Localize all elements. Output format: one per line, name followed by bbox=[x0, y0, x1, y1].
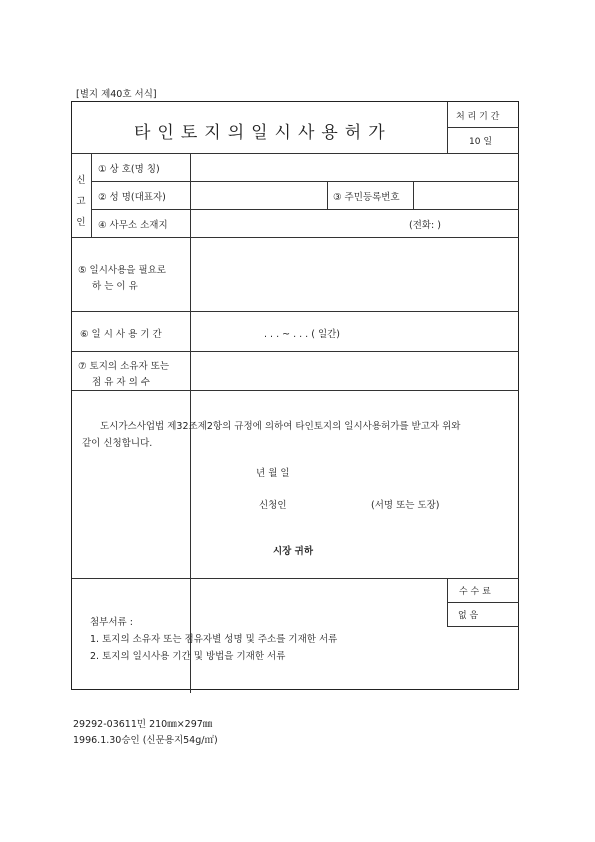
signature-label: (서명 또는 도장) bbox=[371, 500, 440, 511]
phone-label: (전화: ) bbox=[409, 220, 441, 231]
company-name-label: ① 상 호(명 칭) bbox=[98, 164, 160, 175]
owner-count-label-line2: 점 유 자 의 수 bbox=[92, 377, 150, 388]
statement-line2: 같이 신청합니다. bbox=[82, 438, 153, 449]
applicant-label: 신청인 bbox=[259, 500, 287, 511]
statement-line1: 도시가스사업법 제32조제2항의 규정에 의하여 타인토지의 일시사용허가를 받고자 위와 bbox=[100, 421, 461, 432]
form-number: [별지 제40호 서식] bbox=[76, 89, 157, 100]
addressee: 시장 귀하 bbox=[273, 546, 314, 557]
attachment-item: 1. 토지의 소유자 또는 점유자별 성명 및 주소를 기재한 서류 bbox=[90, 634, 338, 645]
application-form bbox=[71, 101, 519, 690]
office-address-label: ④ 사무소 소재지 bbox=[98, 220, 168, 231]
owner-count-label-line1: ⑦ 토지의 소유자 또는 bbox=[78, 361, 169, 372]
usage-period-value: . . . ~ . . . ( 일간) bbox=[264, 329, 341, 340]
form-title: 타인토지의일시사용허가 bbox=[134, 123, 392, 143]
fee-value: 없 음 bbox=[458, 611, 479, 621]
reason-label-line2: 하 는 이 유 bbox=[92, 281, 138, 292]
footer-approval: 1996.1.30승인 (신문용지54g/㎡) bbox=[73, 735, 218, 746]
reason-label-line1: ⑤ 일시사용을 필요로 bbox=[78, 265, 166, 276]
representative-name-label: ② 성 명(대표자) bbox=[98, 192, 166, 203]
attachment-item: 2. 토지의 일시사용 기간 및 방법을 기재한 서류 bbox=[90, 651, 286, 662]
date-line: 년 월 일 bbox=[256, 468, 290, 479]
processing-period-value: 10 일 bbox=[469, 137, 493, 147]
processing-period-label: 처 리 기 간 bbox=[456, 112, 500, 122]
attachments-title: 첨부서류 : bbox=[90, 617, 133, 628]
resident-number-label: ③ 주민등록번호 bbox=[333, 192, 400, 203]
fee-label: 수 수 료 bbox=[459, 587, 491, 597]
usage-period-label: ⑥ 일 시 사 용 기 간 bbox=[80, 329, 162, 340]
applicant-side-label: 신 고 인 bbox=[76, 175, 86, 228]
footer-form-code: 29292-03611민 210㎜×297㎜ bbox=[73, 719, 213, 730]
